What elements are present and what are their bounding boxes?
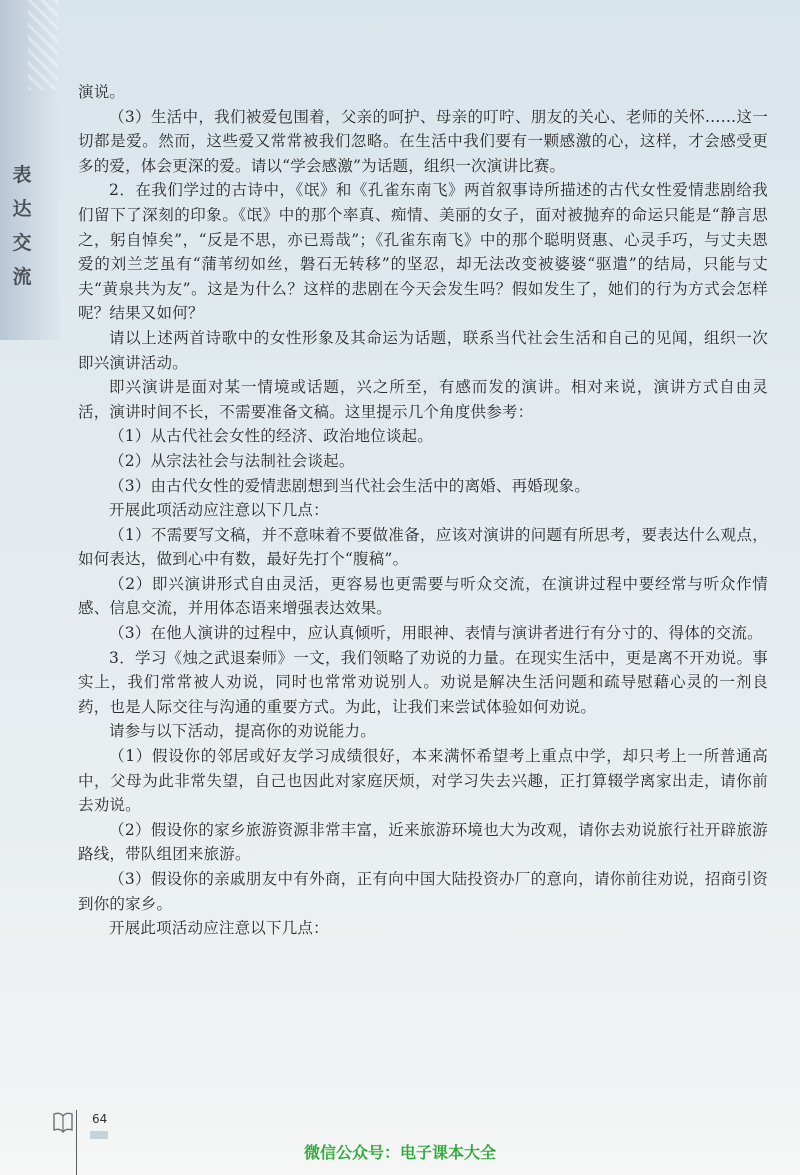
paragraph: （1）假设你的邻居或好友学习成绩很好，本来满怀希望考上重点中学，却只考上一所普通高中，父母为此非常失望，自己也因此对家庭厌烦，对学习失去兴趣，正打算辍学离家出走，请你前去劝说。 xyxy=(78,747,768,815)
paragraph: 3．学习《烛之武退秦师》一文，我们领略了劝说的力量。在现实生活中，更是离不开劝说。事实上，我们常常被人劝说，同时也常常劝说别人。劝说是解决生活问题和疏导慰藉心灵的一剂良药，也是人际交往与沟通的重要方式。为此，让我们来尝试体验如何劝说。 xyxy=(78,648,768,716)
book-logo-icon xyxy=(52,1110,74,1136)
section-label-char: 表 xyxy=(12,164,32,186)
paragraph: （3）生活中，我们被爱包围着，父亲的呵护、母亲的叮咛、朋友的关心、老师的关怀……这一切都是爱。然而，这些爱又常常被我们忽略。在生活中我们要有一颗感激的心，这样，才会感受更多的爱，体会更深的爱。请以“学会感激”为话题，组织一次演讲比赛。 xyxy=(78,107,768,175)
paragraph: （3）由古代女性的爱情悲剧想到当代社会生活中的离婚、再婚现象。 xyxy=(109,476,591,495)
paragraph: （2）从宗法社会与法制社会谈起。 xyxy=(109,451,355,470)
paragraph: （3）在他人演讲的过程中，应认真倾听，用眼神、表情与演讲者进行有分寸的、得体的交流。 xyxy=(109,624,763,643)
paragraph: （3）假设你的亲戚朋友中有外商，正有向中国大陆投资办厂的意向，请你前往劝说，招商引资到你的家乡。 xyxy=(78,870,768,913)
paragraph: 2．在我们学过的古诗中，《氓》和《孔雀东南飞》两首叙事诗所描述的古代女性爱情悲剧给我们留下了深刻的印象。《氓》中的那个率真、痴情、美丽的女子，面对被抛弃的命运只能是“静言思之，躬自悼矣”，“反是不思，亦已焉哉”；《孔雀东南飞》中的那个聪明贤惠、心灵手巧，与丈夫恩爱的刘兰芝虽有“蒲苇纫如丝，磐石无转移”的坚忍，却无法改变被婆婆“驱遣”的结局，只能与丈夫“黄泉共为友”。这是为什么？这样的悲剧在今天会发生吗？假如发生了，她们的行为方式会怎样呢？结果又如何？ xyxy=(78,181,768,323)
paragraph: 开展此项活动应注意以下几点： xyxy=(109,919,329,938)
paragraph: （1）不需要写文稿，并不意味着不要做准备，应该对演讲的问题有所思考，要表达什么观点，如何表达，做到心中有数，最好先打个“腹稿”。 xyxy=(78,525,768,569)
paragraph: （2）假设你的家乡旅游资源非常丰富，近来旅游环境也大为改观，请你去劝说旅行社开辟旅游路线，带队组团来旅游。 xyxy=(78,820,768,864)
paragraph: （1）从古代社会女性的经济、政治地位谈起。 xyxy=(109,427,434,446)
watermark: 微信公众号：电子课本大全 xyxy=(303,1143,496,1162)
paragraph: 演说。 xyxy=(78,83,126,101)
paragraph: 开展此项活动应注意以下几点： xyxy=(109,501,329,520)
paragraph: （2）即兴演讲形式自由灵活，更容易也更需要与听众交流，在演讲过程中要经常与听众作情感、信息交流，并用体态语来增强表达效果。 xyxy=(78,574,768,618)
section-label xyxy=(4,158,40,294)
section-label-char: 流 xyxy=(12,266,32,288)
body-text xyxy=(78,80,768,941)
section-label-char: 达 xyxy=(12,198,32,220)
paragraph: 请以上述两首诗歌中的女性形象及其命运为话题，联系当代社会生活和自己的见闻，组织一次即兴演讲活动。 xyxy=(78,328,768,372)
section-label-char: 交 xyxy=(12,232,32,254)
page-number: 64 xyxy=(92,1112,108,1126)
page-tag-decoration xyxy=(90,1131,108,1139)
paragraph: 请参与以下活动，提高你的劝说能力。 xyxy=(109,722,376,741)
paragraph: 即兴演讲是面对某一情境或话题，兴之所至，有感而发的演讲。相对来说，演讲方式自由灵活，演讲时间不长，不需要准备文稿。这里提示几个角度供参考： xyxy=(78,378,768,421)
